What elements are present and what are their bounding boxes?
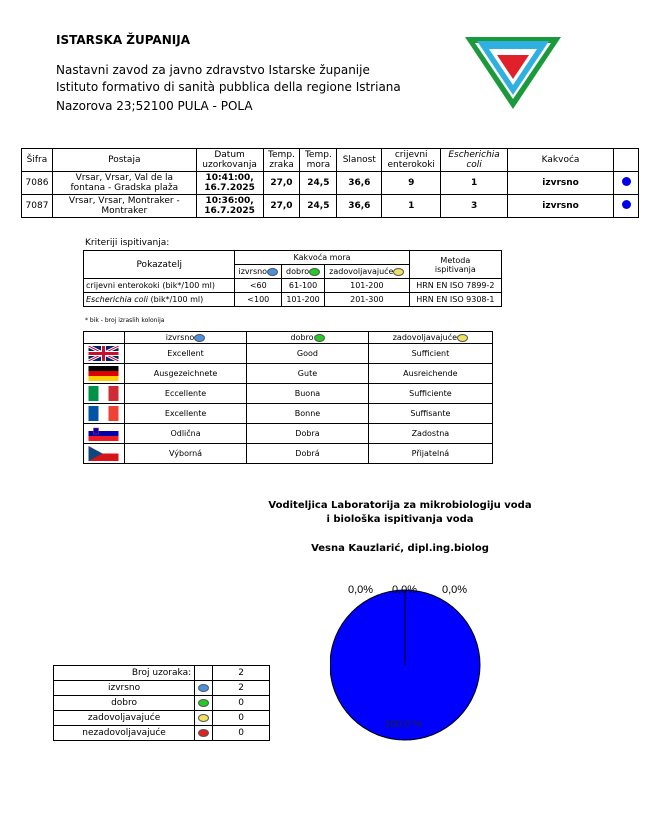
col-datum: Datum uzorkovanja bbox=[196, 149, 263, 172]
col-postaja: Postaja bbox=[52, 149, 196, 172]
col-kakvoca: Kakvoća bbox=[508, 149, 614, 172]
signature-block bbox=[250, 499, 550, 527]
green-drop-icon bbox=[309, 268, 320, 276]
yellow-drop-icon bbox=[393, 268, 404, 276]
language-table: izvrsno dobro zadovoljavajuće Excellent Good Sufficient Ausgezeichnete Gute Ausreichende Eccellente Buona Sufficiente Excellente Bonne Suffisante Odlična Dobra Zadostna Výborná Dobrá Přijatelná bbox=[83, 331, 493, 464]
yellow-drop-icon bbox=[198, 714, 209, 722]
results-header-row bbox=[22, 149, 639, 172]
col-sifra: Šifra bbox=[22, 149, 53, 172]
blue-drop-icon bbox=[194, 334, 205, 342]
table-row: Výborná Dobrá Přijatelná bbox=[84, 444, 493, 464]
org-address: Nazorova 23;52100 PULA - POLA bbox=[56, 99, 253, 113]
table-row: Ausgezeichnete Gute Ausreichende bbox=[84, 364, 493, 384]
pie-label-nezadov: 0,0% bbox=[442, 584, 468, 596]
criteria-table: Pokazatelj Kakvoća mora Metoda ispitivanja izvrsno dobro zadovoljavajuće crijevni enterokoki (bik*/100 ml) <60 61-100 101-200 HRN EN ISO 7899-2 Escherichia coli (bik*/100 ml) <100 101-200 201-300 HRN EN ISO 9308-1 bbox=[83, 250, 502, 307]
pie-chart bbox=[330, 580, 530, 750]
france-flag-icon bbox=[85, 406, 122, 421]
col-enterokoki: crijevni enterokoki bbox=[382, 149, 441, 172]
blue-drop-icon bbox=[198, 684, 209, 692]
table-row: zadovoljavajuće 0 bbox=[54, 711, 270, 726]
org-name-hr: Nastavni zavod za javno zdravstvo Istarske županije bbox=[56, 63, 370, 77]
signature-name: Vesna Kauzlarić, dipl.ing.biolog bbox=[311, 543, 489, 554]
pie-label-zadov: 0,0% bbox=[392, 584, 418, 596]
table-row: 7087 Vrsar, Vrsar, Montraker - Montraker 10:36:00, 16.7.2025 27,0 24,5 36,6 1 3 izvrsno bbox=[22, 195, 639, 218]
italy-flag-icon bbox=[85, 386, 122, 401]
table-row: Excellente Bonne Suffisante bbox=[84, 404, 493, 424]
blue-drop-icon bbox=[267, 268, 278, 276]
table-row: dobro 0 bbox=[54, 696, 270, 711]
col-temp-zraka: Temp. zraka bbox=[263, 149, 300, 172]
red-drop-icon bbox=[198, 729, 209, 737]
pie-label-dobro: 0,0% bbox=[348, 584, 374, 596]
signature-role: Voditeljica Laboratorija za mikrobiologiju voda bbox=[268, 500, 532, 511]
table-row: izvrsno 2 bbox=[54, 681, 270, 696]
signature-role-2: i biološka ispitivanja voda bbox=[326, 514, 474, 525]
criteria-note: * bik - broj izraslih kolonija bbox=[85, 317, 165, 324]
logo-icon bbox=[463, 33, 563, 113]
col-indicator bbox=[614, 149, 639, 172]
slovenia-flag-icon bbox=[85, 426, 122, 441]
org-title: ISTARSKA ŽUPANIJA bbox=[56, 33, 190, 47]
col-ecoli: Escherichia coli bbox=[441, 149, 508, 172]
pie-label-izvrsno: 100,0 % bbox=[385, 719, 422, 730]
col-slanost: Slanost bbox=[337, 149, 382, 172]
table-row: Odlična Dobra Zadostna bbox=[84, 424, 493, 444]
green-drop-icon bbox=[314, 334, 325, 342]
status-dot-icon bbox=[622, 177, 631, 186]
green-drop-icon bbox=[198, 699, 209, 707]
results-table bbox=[21, 148, 639, 218]
yellow-drop-icon bbox=[457, 334, 468, 342]
criteria-title: Kriteriji ispitivanja: bbox=[85, 238, 170, 248]
summary-table: Broj uzoraka: 2 izvrsno 2 dobro 0 zadovoljavajuće 0 nezadovoljavajuće 0 bbox=[53, 665, 270, 741]
table-row: crijevni enterokoki (bik*/100 ml) <60 61-100 101-200 HRN EN ISO 7899-2 bbox=[84, 279, 502, 293]
table-row: 7086 Vrsar, Vrsar, Val de la fontana - Gradska plaža 10:41:00, 16.7.2025 27,0 24,5 36,6 9 1 izvrsno bbox=[22, 172, 639, 195]
col-temp-mora: Temp. mora bbox=[300, 149, 337, 172]
table-row: Escherichia coli (bik*/100 ml) <100 101-200 201-300 HRN EN ISO 9308-1 bbox=[84, 293, 502, 307]
status-dot-icon bbox=[622, 200, 631, 209]
uk-flag-icon bbox=[85, 346, 122, 361]
table-row: Excellent Good Sufficient bbox=[84, 344, 493, 364]
germany-flag-icon bbox=[85, 366, 122, 381]
table-row: nezadovoljavajuće 0 bbox=[54, 726, 270, 741]
table-row: Eccellente Buona Sufficiente bbox=[84, 384, 493, 404]
czech-flag-icon bbox=[85, 446, 122, 461]
org-name-it: Istituto formativo di sanità pubblica della regione Istriana bbox=[56, 80, 401, 94]
